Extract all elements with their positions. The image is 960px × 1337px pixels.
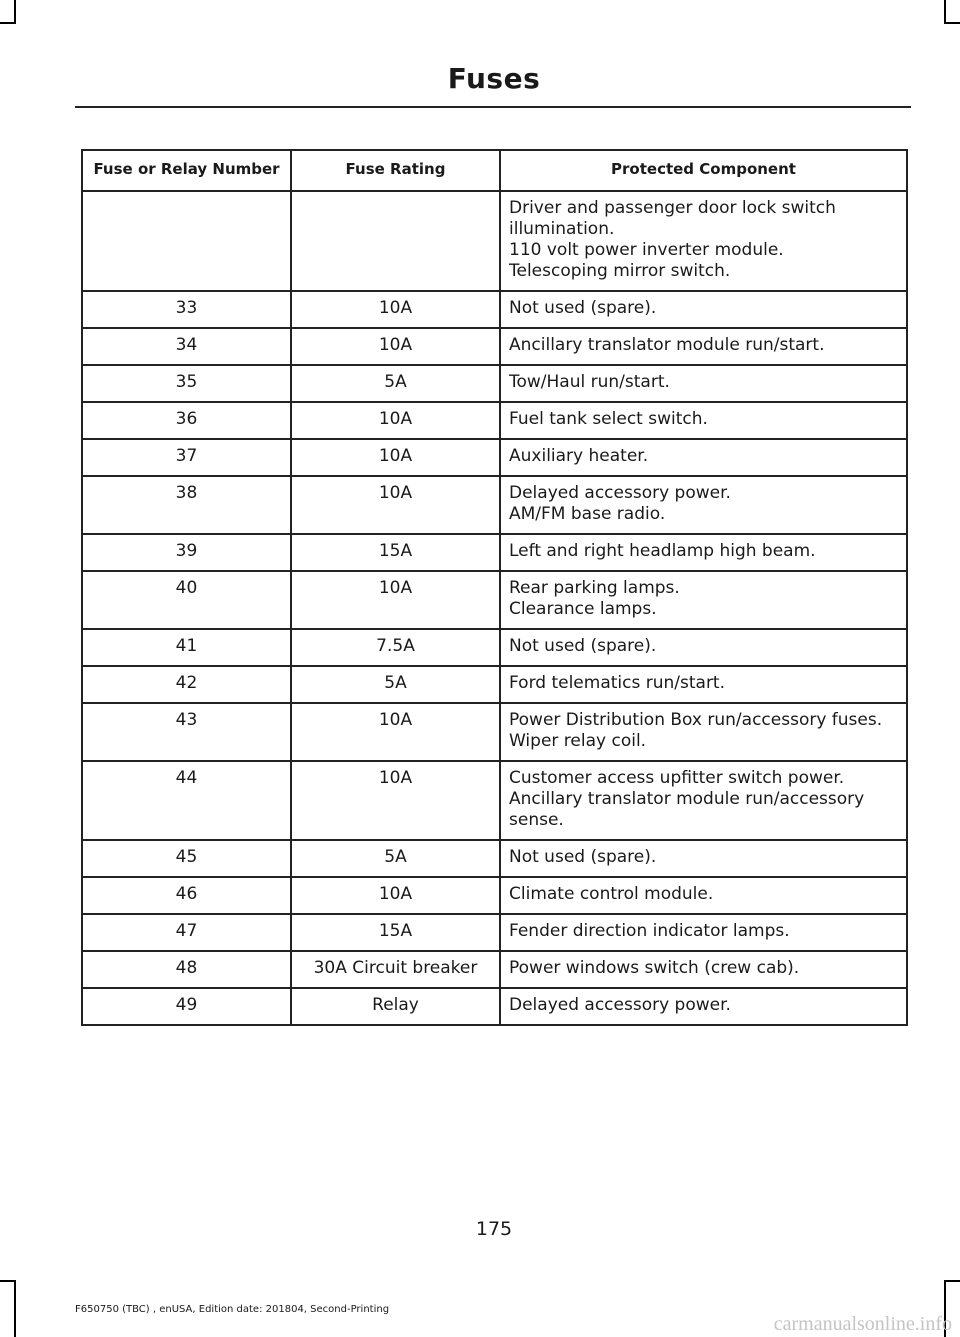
table-row [82, 914, 907, 951]
fuse-number: 33 [82, 291, 291, 328]
edition-footer: F650750 (TBC) , enUSA, Edition date: 201804, Second-Printing [75, 1304, 390, 1315]
crop-mark-bottom-left-h [0, 1280, 16, 1282]
fuse-number: 48 [82, 951, 291, 988]
fuse-rating: 10A [291, 291, 500, 328]
fuse-rating: 15A [291, 534, 500, 571]
component-line: Tow/Haul run/start. [509, 372, 670, 392]
fuse-number: 34 [82, 328, 291, 365]
crop-mark-bottom-right-h [944, 1280, 960, 1282]
header-fuse-number: Fuse or Relay Number [82, 150, 291, 191]
component-line: Climate control module. [509, 884, 714, 904]
crop-mark-bottom-left [14, 1280, 16, 1337]
fuse-rating: 10A [291, 476, 500, 534]
protected-component [500, 402, 907, 439]
table-row [82, 666, 907, 703]
protected-component [500, 877, 907, 914]
component-line: Ancillary translator module run/start. [509, 335, 825, 355]
component-line: Fender direction indicator lamps. [509, 921, 790, 941]
component-line: Fuel tank select switch. [509, 409, 708, 429]
table-row [82, 328, 907, 365]
component-line: Ford telematics run/start. [509, 673, 726, 693]
protected-component [500, 439, 907, 476]
fuse-rating: 5A [291, 840, 500, 877]
fuse-number [82, 191, 291, 291]
table-row [82, 840, 907, 877]
fuse-number: 47 [82, 914, 291, 951]
title-divider [75, 106, 911, 108]
fuse-number: 45 [82, 840, 291, 877]
fuse-rating: 30A Circuit breaker [291, 951, 500, 988]
fuse-rating [291, 191, 500, 291]
fuse-rating: 10A [291, 402, 500, 439]
component-line: Power Distribution Box run/accessory fuses. [509, 710, 883, 730]
protected-component [500, 951, 907, 988]
fuse-number: 39 [82, 534, 291, 571]
fuse-number: 44 [82, 761, 291, 840]
crop-mark-top-left-h [0, 22, 16, 24]
fuse-rating: 15A [291, 914, 500, 951]
fuse-rating: 5A [291, 666, 500, 703]
protected-component [500, 629, 907, 666]
fuse-number: 37 [82, 439, 291, 476]
crop-mark-top-right-h [944, 22, 960, 24]
protected-component [500, 914, 907, 951]
table-row [82, 439, 907, 476]
table-row [82, 534, 907, 571]
fuse-number: 49 [82, 988, 291, 1025]
protected-component [500, 761, 907, 840]
component-line: Not used (spare). [509, 298, 657, 318]
protected-component [500, 666, 907, 703]
crop-mark-top-left [14, 0, 16, 22]
component-line: Wiper relay coil. [509, 731, 647, 751]
protected-component [500, 988, 907, 1025]
protected-component [500, 328, 907, 365]
component-line: Telescoping mirror switch. [509, 261, 731, 281]
fuse-rating: 7.5A [291, 629, 500, 666]
table-row [82, 629, 907, 666]
protected-component [500, 476, 907, 534]
fuse-rating: 10A [291, 703, 500, 761]
fuse-rating: Relay [291, 988, 500, 1025]
crop-mark-top-right [944, 0, 946, 22]
protected-component [500, 840, 907, 877]
protected-component [500, 365, 907, 402]
protected-component [500, 534, 907, 571]
page-title: Fuses [447, 62, 541, 95]
fuse-rating: 10A [291, 761, 500, 840]
table-row [82, 951, 907, 988]
component-line: AM/FM base radio. [509, 504, 666, 524]
component-line: Ancillary translator module run/accessory sense. [509, 789, 865, 830]
protected-component [500, 571, 907, 629]
table-row [82, 476, 907, 534]
component-line: Clearance lamps. [509, 599, 657, 619]
component-line: Auxiliary heater. [509, 446, 649, 466]
header-fuse-rating: Fuse Rating [291, 150, 500, 191]
component-line: Driver and passenger door lock switch illumination. [509, 198, 836, 239]
fuse-rating: 10A [291, 877, 500, 914]
fuse-table-header [82, 150, 907, 191]
watermark-logo: carmanualsonline.info [773, 1313, 952, 1335]
protected-component [500, 703, 907, 761]
fuse-rating: 10A [291, 571, 500, 629]
fuse-number: 46 [82, 877, 291, 914]
fuse-number: 40 [82, 571, 291, 629]
table-row [82, 291, 907, 328]
fuse-number: 35 [82, 365, 291, 402]
component-line: Power windows switch (crew cab). [509, 958, 800, 978]
table-row [82, 761, 907, 840]
fuse-number: 36 [82, 402, 291, 439]
fuse-rating: 10A [291, 328, 500, 365]
table-row [82, 191, 907, 291]
fuse-rating: 5A [291, 365, 500, 402]
table-row [82, 571, 907, 629]
protected-component [500, 191, 907, 291]
fuse-number: 43 [82, 703, 291, 761]
header-protected-component: Protected Component [500, 150, 907, 191]
fuse-number: 38 [82, 476, 291, 534]
component-line: Left and right headlamp high beam. [509, 541, 816, 561]
component-line: Delayed accessory power. [509, 483, 731, 503]
fuse-number: 42 [82, 666, 291, 703]
component-line: Customer access upfitter switch power. [509, 768, 845, 788]
component-line: Not used (spare). [509, 847, 657, 867]
table-row [82, 988, 907, 1025]
fuse-table [81, 149, 908, 1026]
component-line: Not used (spare). [509, 636, 657, 656]
table-row [82, 402, 907, 439]
component-line: Rear parking lamps. [509, 578, 680, 598]
table-row [82, 365, 907, 402]
component-line: Delayed accessory power. [509, 995, 731, 1015]
table-row [82, 703, 907, 761]
component-line: 110 volt power inverter module. [509, 240, 784, 260]
fuse-rating: 10A [291, 439, 500, 476]
table-row [82, 877, 907, 914]
fuse-table-body [82, 191, 907, 1025]
page-number: 175 [475, 1218, 513, 1240]
protected-component [500, 291, 907, 328]
header-row [82, 150, 907, 191]
fuse-number: 41 [82, 629, 291, 666]
